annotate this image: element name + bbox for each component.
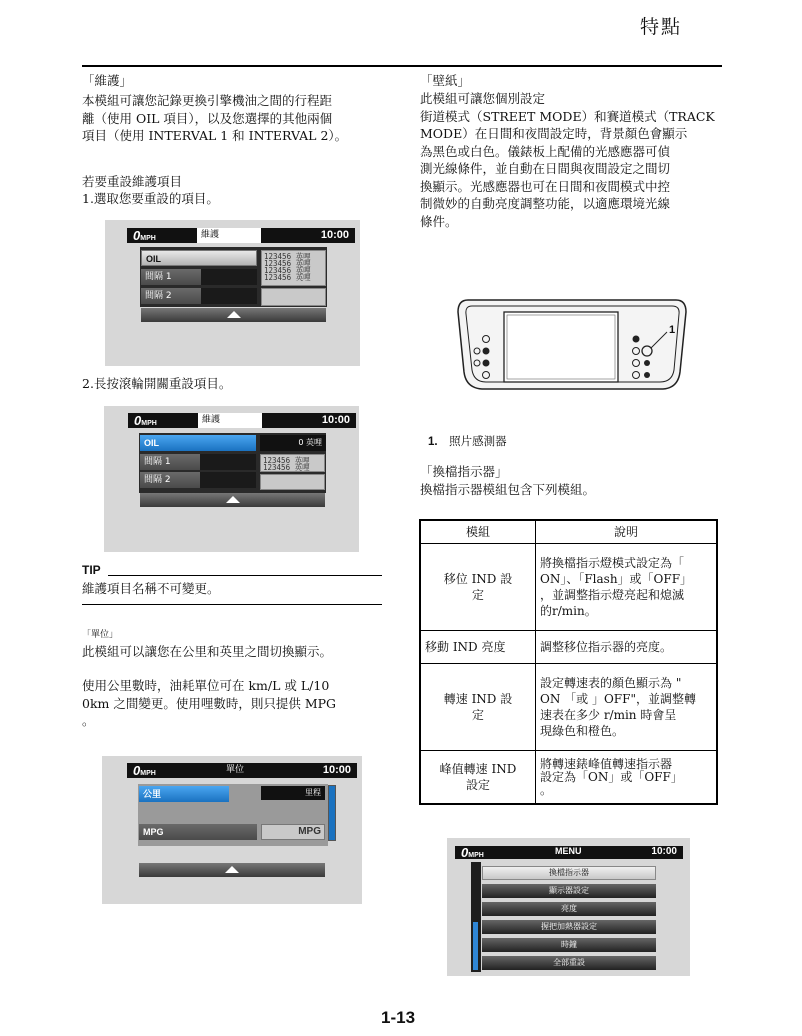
- table-header-module: 模組: [420, 520, 536, 544]
- step-2: 2.長按滾輪開關重設項目。: [82, 376, 232, 391]
- up-arrow-icon: [225, 866, 239, 873]
- scrollbar[interactable]: [328, 785, 336, 841]
- menu-item-brightness[interactable]: 亮度: [482, 902, 656, 916]
- maintenance-body: 本模組可讓您記錄更換引擎機油之間的行程距 離（使用 OIL 項目），以及您選擇的其他兩個 項目（使用 INTERVAL 1 和 INTERVAL 2）。: [82, 93, 348, 143]
- unit-km-option[interactable]: 公里: [139, 786, 229, 802]
- table-row: 移動 IND 亮度 調整移位指示器的亮度。: [420, 631, 717, 664]
- scrollbar[interactable]: [473, 922, 478, 970]
- menu-item-interval-1[interactable]: 間隔 1: [141, 269, 257, 285]
- menu-item-oil[interactable]: OIL: [140, 435, 256, 451]
- table-row: 轉速 IND 設 定 設定轉速表的顏色顯示為 " ON 「或 」OFF"，並調整轉 速表在多少 r/min 時會呈 現綠色和橙色。: [420, 664, 717, 751]
- interval-2-value: [260, 474, 325, 490]
- section-title: 特點: [639, 16, 682, 38]
- status-bar: 0MPH 單位 10:00: [127, 763, 357, 778]
- page-number: 1-13: [381, 1008, 416, 1027]
- figure-caption: 1. 照片感測器: [428, 434, 507, 448]
- units-heading: 「單位」: [82, 630, 119, 640]
- status-bar: 0MPH MENU 10:00: [455, 846, 683, 859]
- units-body-1: 此模組可以讓您在公里和英里之間切換顯示。: [82, 644, 333, 659]
- clock: 10:00: [320, 229, 349, 241]
- figure-callout: 1: [669, 324, 676, 336]
- status-bar: 0MPH 維護 10:00: [127, 228, 355, 243]
- scroll-up-button[interactable]: [140, 493, 325, 507]
- odometer-values: 123456 英哩 123456 英哩 123456 英哩 123456 英哩: [261, 250, 326, 286]
- menu-item-clock[interactable]: 時鐘: [482, 938, 656, 952]
- interval-2-value: [261, 288, 326, 306]
- maintenance-screen-1: [105, 220, 360, 366]
- units-screen: [102, 756, 362, 904]
- menu-item-interval-2[interactable]: 間隔 2: [140, 472, 256, 488]
- units-body-2: 使用公里數時，油耗單位可在 km/L 或 L/10 0km 之間變更。使用哩數時，則只提供 MPG 。: [82, 678, 337, 728]
- menu-item-reset-all[interactable]: 全部重設: [482, 956, 656, 970]
- up-arrow-icon: [227, 311, 241, 318]
- menu-item-grip-heater[interactable]: 握把加熱器設定: [482, 920, 656, 934]
- menu-item-oil[interactable]: OIL: [141, 250, 257, 266]
- menu-item-interval-2[interactable]: 間隔 2: [141, 288, 257, 304]
- table-header-description: 說明: [536, 520, 718, 544]
- tip-text: 維護項目名稱不可變更。: [82, 581, 220, 596]
- up-arrow-icon: [226, 496, 240, 503]
- shift-indicator-table: [419, 519, 718, 805]
- scroll-up-button[interactable]: [139, 863, 325, 877]
- tip-label: TIP: [82, 563, 101, 577]
- reset-intro: 若要重設維護項目: [82, 174, 183, 189]
- shift-indicator-heading: 「換檔指示器」: [420, 464, 508, 479]
- instrument-panel-figure: [448, 292, 698, 397]
- oil-reset-value: 0 英哩: [260, 435, 326, 451]
- unit-mpg-option[interactable]: MPG: [139, 824, 257, 840]
- menu-item-display-settings[interactable]: 顯示器設定: [482, 884, 656, 898]
- step-1: 1.選取您要重設的項目。: [82, 191, 219, 206]
- screen-title: MENU: [555, 846, 582, 856]
- scroll-up-button[interactable]: [141, 308, 326, 322]
- screen-title: 維護: [197, 228, 261, 243]
- screen-title: 單位: [222, 763, 266, 778]
- clock: 10:00: [322, 764, 351, 776]
- wallpaper-body: 此模組可讓您個別設定 街道模式（STREET MODE）和賽道模式（TRACK MODE）在日間和夜間設定時，背景顏色會顯示 為黑色或白色。儀錶板上配備的光感應器可偵 測光線條件，並自動在日間與夜間設定之間切 換顯示。光感應器也可在日間和夜間模式中控 制微妙的自動亮度調整功能，以適應環境光線 條件。: [420, 91, 715, 229]
- table-header-row: [420, 520, 717, 544]
- clock: 10:00: [321, 414, 350, 426]
- table-row: 移位 IND 設 定 將換檔指示燈模式設定為「 ON」、「Flash」或「OFF」 ，並調整指示燈亮起和熄滅 的r/min。: [420, 544, 717, 631]
- table-row: 峰值轉速 IND 設定 將轉速錶峰值轉速指示器 設定為「ON」或「OFF」 。: [420, 751, 717, 805]
- shift-indicator-body: 換檔指示器模組包含下列模組。: [420, 482, 596, 497]
- status-bar: 0MPH 維護 10:00: [128, 413, 356, 428]
- screen-title: 維護: [198, 413, 262, 428]
- menu-item-shift-indicator[interactable]: 換檔指示器: [482, 866, 656, 880]
- interval-values: 123456 英哩 123456 英哩: [260, 454, 325, 472]
- header-rule: [82, 65, 722, 67]
- maintenance-screen-2: [104, 406, 359, 552]
- clock: 10:00: [651, 846, 677, 857]
- maintenance-heading: 「維護」: [82, 73, 133, 88]
- unit-km-value: 里程: [261, 786, 325, 800]
- wallpaper-heading: 「壁紙」: [420, 73, 471, 88]
- menu-item-interval-1[interactable]: 間隔 1: [140, 454, 256, 470]
- unit-mpg-value: MPG: [261, 824, 325, 840]
